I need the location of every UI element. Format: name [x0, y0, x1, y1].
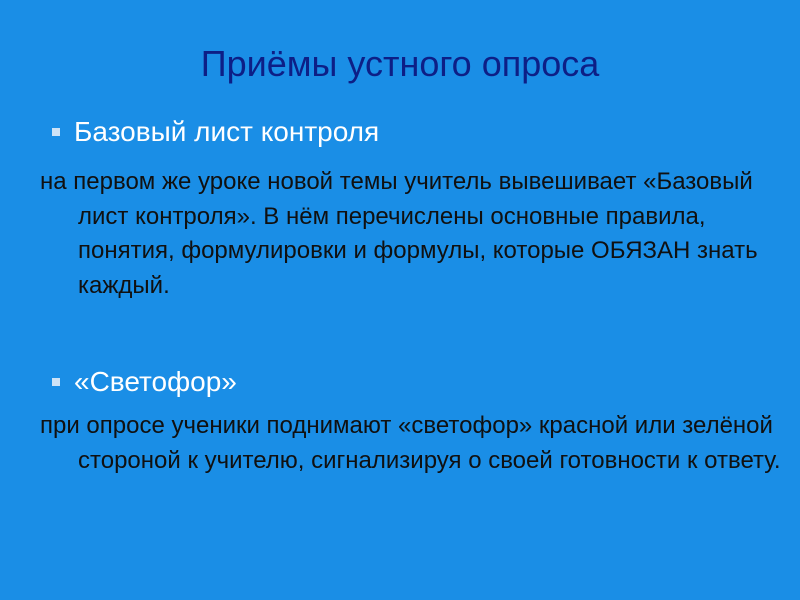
slide-title: Приёмы устного опроса [200, 43, 600, 84]
bullet-item-traffic-light [52, 365, 237, 399]
square-bullet-icon [52, 128, 60, 136]
bullet-heading: Базовый лист контроля [74, 116, 380, 147]
bullet-heading: «Светофор» [74, 366, 237, 397]
square-bullet-icon [52, 378, 60, 386]
bullet-description: при опросе ученики поднимают «светофор» красной или зелёной стороной к учителю, сигнализируя о своей готовности к ответу. [40, 412, 781, 474]
bullet-item-base-control-sheet [52, 115, 379, 149]
bullet-description: на первом же уроке новой темы учитель вывешивает «Базовый лист контроля». В нём перечислены основные правила, понятия, формулировки и формулы, которые ОБЯЗАН знать каждый. [40, 168, 758, 299]
